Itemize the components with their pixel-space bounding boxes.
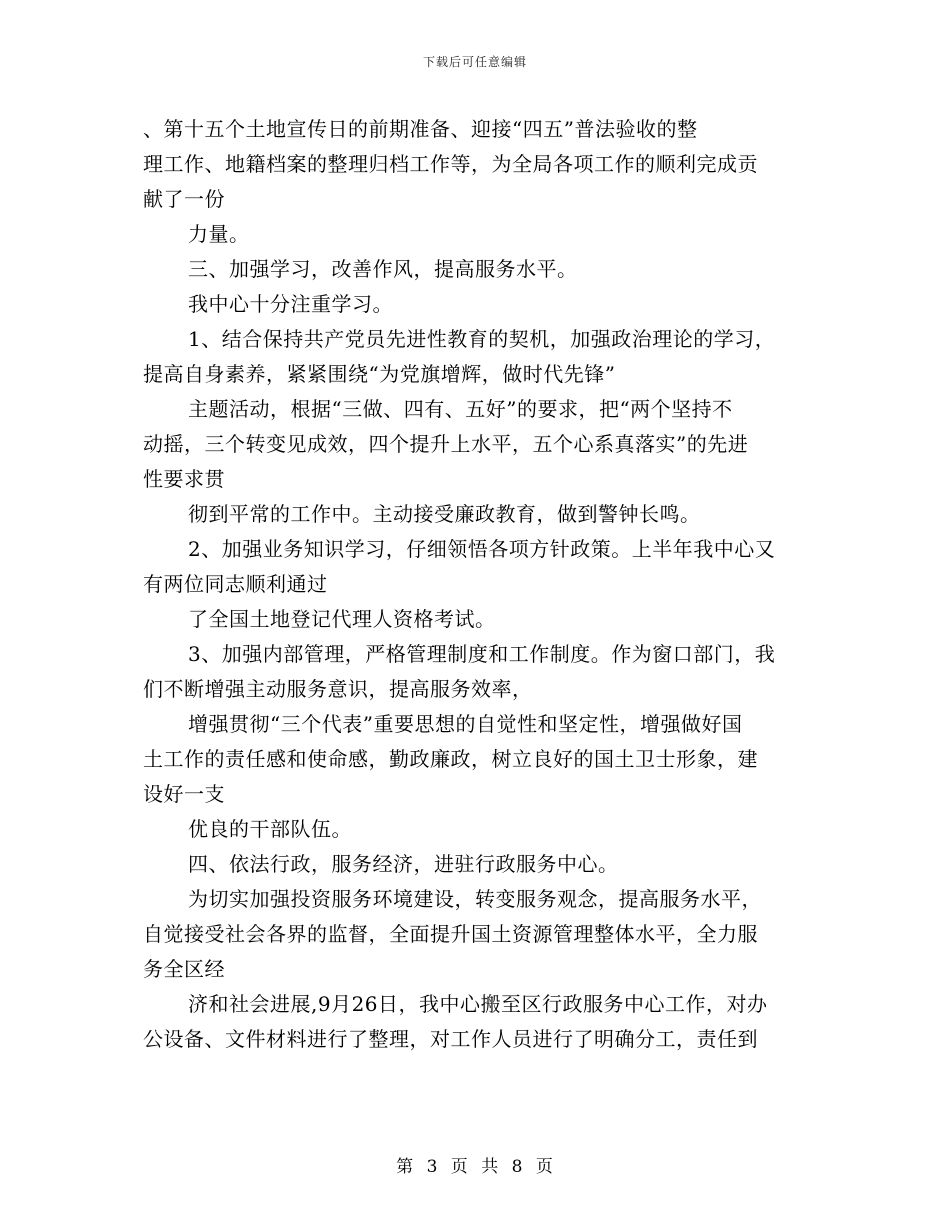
text-line: 性要求贯 [143, 467, 225, 491]
text-line: 自觉接受社会各界的监督，全面提升国土资源管理整体水平，全力服 [143, 922, 758, 946]
text-line: 动摇，三个转变见成效，四个提升上水平，五个心系真落实”的先进 [143, 432, 749, 456]
text-line: 我中心十分注重学习。 [188, 292, 393, 316]
text-line: 为切实加强投资服务环境建设，转变服务观念，提高服务水平， [188, 887, 762, 911]
text-line: 增强贯彻“三个代表”重要思想的自觉性和坚定性，增强做好国 [188, 712, 743, 736]
text-line: 务全区经 [143, 957, 225, 981]
text-line: 提高自身素养，紧紧围绕“为党旗增辉，做时代先锋” [143, 362, 616, 386]
text-line: 力量。 [188, 222, 250, 246]
text-line: 2、加强业务知识学习，仔细领悟各项方针政策。上半年我中心又 [188, 537, 776, 561]
text-line: 们不断增强主动服务意识，提高服务效率， [143, 677, 533, 701]
text-line: 主题活动，根据“三做、四有、五好”的要求，把“两个坚持不 [188, 397, 733, 421]
header-note: 下载后可任意编辑 [422, 55, 527, 69]
section-heading: 四、依法行政，服务经济，进驻行政服务中心。 [188, 852, 619, 876]
page-number: 第 3 页 共 8 页 [396, 1157, 554, 1177]
text-line: 献了一份 [143, 187, 225, 211]
section-heading: 三、加强学习，改善作风，提高服务水平。 [188, 257, 578, 281]
text-line: 优良的干部队伍。 [188, 817, 352, 841]
document-body [143, 112, 808, 1057]
text-line: 有两位同志顺利通过 [143, 572, 328, 596]
text-line: 济和社会进展,9月26日，我中心搬至区行政服务中心工作，对办 [188, 992, 768, 1016]
text-line: 3、加强内部管理，严格管理制度和工作制度。作为窗口部门，我 [188, 642, 776, 666]
text-line: 彻到平常的工作中。主动接受廉政教育，做到警钟长鸣。 [188, 502, 701, 526]
text-line: 设好一支 [143, 782, 225, 806]
text-line: 公设备、文件材料进行了整理，对工作人员进行了明确分工，责任到 [143, 1027, 758, 1051]
text-line: 土工作的责任感和使命感，勤政廉政，树立良好的国土卫士形象，建 [143, 747, 758, 771]
text-line: 理工作、地籍档案的整理归档工作等，为全局各项工作的顺利完成贡 [143, 152, 758, 176]
text-line: 、第十五个土地宣传日的前期准备、迎接“四五”普法验收的整 [143, 117, 698, 141]
text-line: 1、结合保持共产党员先进性教育的契机，加强政治理论的学习， [188, 327, 776, 351]
text-line: 了全国土地登记代理人资格考试。 [188, 607, 496, 631]
